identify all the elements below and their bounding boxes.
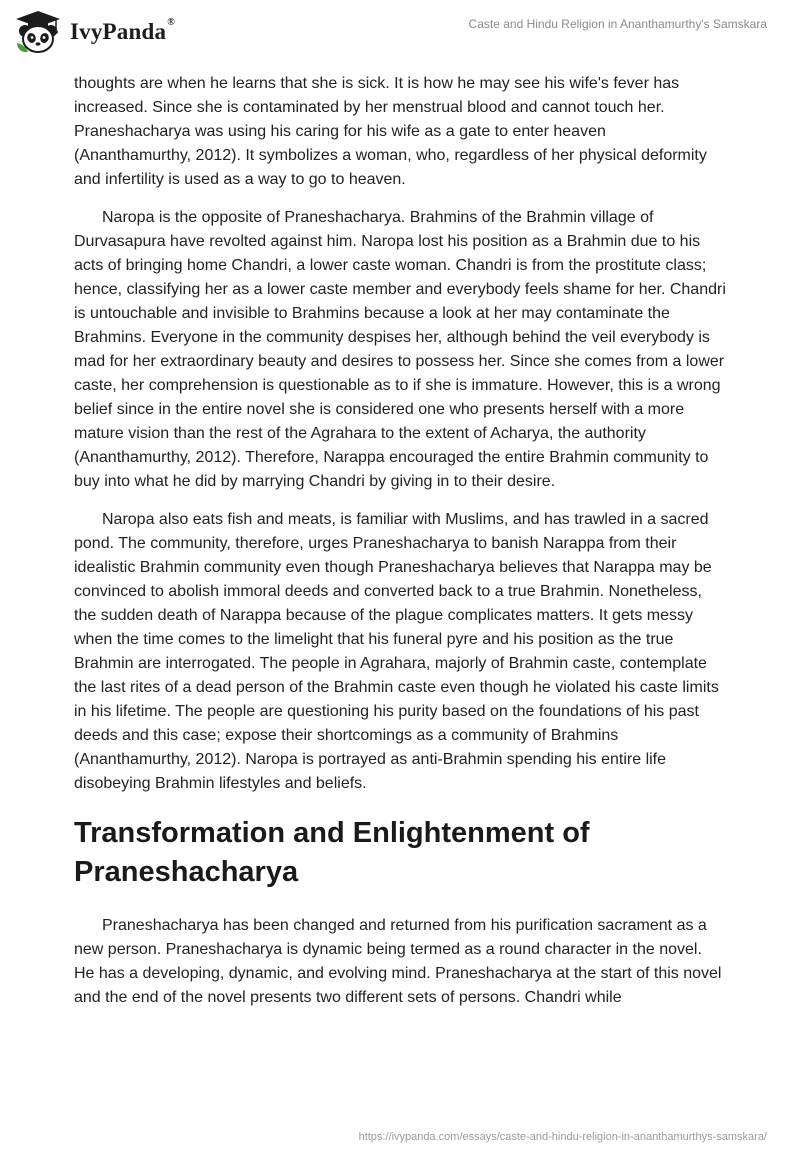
paragraph: Naropa also eats fish and meats, is familiar with Muslims, and has trawled in a sacred pond. The community, therefore, urges Praneshacharya to banish Narappa from their idealistic Brahmin community even though Praneshacharya believes that Narappa may be convinced to abolish immoral deeds and converted back to a true Brahmin. Nonetheless, the sudden death of Narappa because of the plague complicates matters. It gets messy when the time comes to the limelight that his funeral pyre and his position as the true Brahmin are interrogated. The people in Agrahara, majorly of Brahmin caste, contemplate the last rites of a dead person of the Brahmin caste even though he violated his caste limits in his lifetime. The people are questioning his purity based on the foundations of his past deeds and this case; expose their shortcomings as a community of Brahmins (Ananthamurthy, 2012). Naropa is portrayed as anti-Brahmin spending his entire life disobeying Brahmin lifestyles and beliefs. xyxy=(74,511,719,792)
paragraph: thoughts are when he learns that she is sick. It is how he may see his wife's fever has increased. Since she is contaminated by her menstrual blood and cannot touch her. Praneshacharya was using his caring for his wife as a gate to enter heaven (Ananthamurthy, 2012). It symbolizes a woman, who, regardless of her physical deformity and infertility is used as a way to go to heaven. xyxy=(74,75,707,188)
ivypanda-logo[interactable] xyxy=(14,8,175,56)
section-heading: Transformation and Enlightenment of Praneshacharya xyxy=(74,817,590,888)
page-header xyxy=(0,0,800,64)
brand-name: IvyPanda® xyxy=(70,17,175,44)
panda-graduate-icon xyxy=(14,9,62,55)
source-url[interactable]: https://ivypanda.com/essays/caste-and-hindu-religion-in-ananthamurthys-samskara/ xyxy=(358,1131,767,1143)
paragraph: Naropa is the opposite of Praneshacharya. Brahmins of the Brahmin village of Durvasapura have revolted against him. Naropa lost his position as a Brahmin due to his acts of bringing home Chandri, a lower caste woman. Chandri is from the prostitute class; hence, classifying her as a lower caste member and everybody feels shame for her. Chandri is untouchable and invisible to Brahmins because a look at her may contaminate the Brahmins. Everyone in the community despises her, although behind the veil everybody is mad for her extraordinary beauty and desires to possess her. Since she comes from a lower caste, her comprehension is questionable as to if she is immature. However, this is a wrong belief since in the entire novel she is considered one who presents herself with a more mature vision than the rest of the Agrahara to the extent of Acharya, the authority (Ananthamurthy, 2012). Therefore, Narappa encouraged the entire Brahmin community to buy into what he did by marrying Chandri by giving in to their desire. xyxy=(74,209,726,490)
document-title: Caste and Hindu Religion in Ananthamurthy's Samskara xyxy=(468,17,767,31)
paragraph: Praneshacharya has been changed and returned from his purification sacrament as a new person. Praneshacharya is dynamic being termed as a round character in the novel. He has a developing, dynamic, and evolving mind. Praneshacharya at the start of this novel and the end of the novel presents two different sets of persons. Chandri while xyxy=(74,917,722,1006)
essay-content xyxy=(74,72,726,1024)
